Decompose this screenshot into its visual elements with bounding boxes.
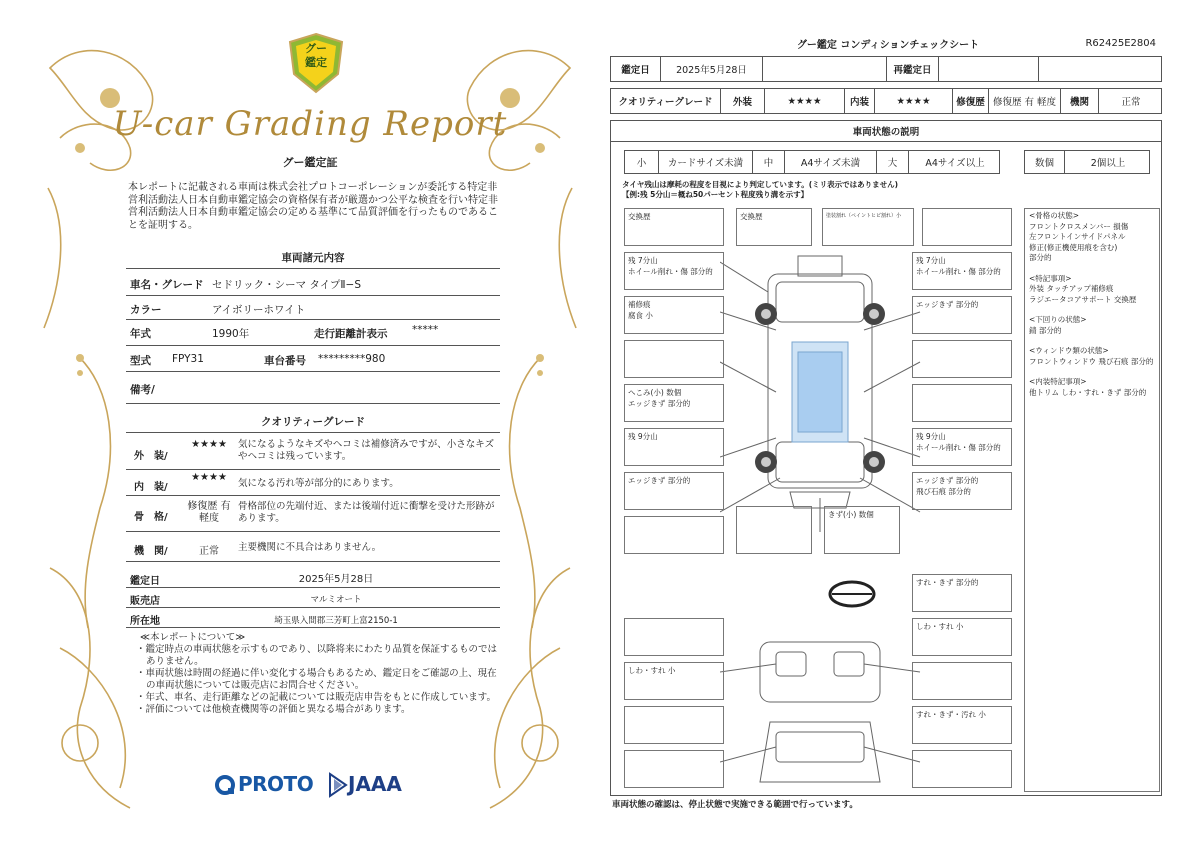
label-box-right-door-front [912, 340, 1012, 378]
size-medium-desc: A4サイズ未満 [785, 151, 877, 173]
spec-row-name [126, 268, 500, 296]
quality-grade-label: クオリティーグレード [611, 89, 721, 113]
quality-row-frame [126, 496, 500, 532]
jaaa-logo-icon [328, 772, 348, 798]
engine-label: 機関 [1061, 89, 1099, 113]
interior-label: 内 装/ [134, 482, 168, 493]
label-box-left-door-front [624, 340, 724, 378]
mileage-value: ***** [412, 324, 439, 336]
label-box-right-door-rear [912, 384, 1012, 422]
condition-title-special: <特記事項> [1029, 273, 1072, 283]
quality-row-exterior [126, 432, 500, 470]
label-box-right-quarter: エッジきず 部分的 飛び石痕 部分的 [912, 472, 1012, 510]
model-label: 型式 [130, 355, 151, 367]
spec-row-remarks [126, 372, 500, 404]
date-blank [763, 57, 887, 81]
spec-row-color [126, 296, 500, 320]
sheet-id: R62425E2804 [1085, 38, 1156, 49]
info-row-date [126, 568, 500, 588]
inspect-date-label: 鑑定日 [611, 57, 661, 81]
quality-row-engine [126, 532, 500, 562]
remarks-label: 備考/ [130, 384, 155, 396]
certificate-statement: 本レポートに記載される車両は株式会社プロトコーポレーションが委託する特定非営利活動法人日本自動車鑑定協会の資格保有者が厳選かつ公平な検査を行い特定非営利活動法人日本自動車鑑定協会の定める基準にて品質評価を行ったものであることを証明する。 [128, 182, 498, 231]
grading-certificate [40, 28, 580, 828]
color-value: アイボリーホワイト [212, 304, 306, 316]
proto-logo: PROTO [238, 772, 314, 796]
report-title: U-car Grading Report [112, 104, 508, 144]
jaaa-logo: JAAA [348, 772, 402, 796]
inspect-date-value: 2025年5月28日 [661, 57, 763, 81]
engine-label: 機 関/ [134, 546, 168, 557]
label-box-rear-left [624, 516, 724, 554]
info-row-address [126, 608, 500, 628]
ext-label: 外装 [721, 89, 765, 113]
condition-group-special [1029, 274, 1155, 306]
frame-grade: 修復歴 有 軽度 [187, 501, 231, 524]
badge-label: グー 鑑定 [305, 42, 327, 69]
reinspect-date-label: 再鑑定日 [887, 57, 939, 81]
label-box-tire-rr: 残 9分山 ホイール削れ・傷 部分的 [912, 428, 1012, 466]
condition-lines-window: フロントウィンドウ 飛び石痕 部分的 [1029, 356, 1154, 366]
chassis-label: 車台番号 [264, 355, 306, 367]
count-desc: 2個以上 [1090, 158, 1126, 169]
size-large-desc: A4サイズ以上 [925, 158, 985, 169]
condition-title-frame: <骨格の状態> [1029, 211, 1080, 220]
label-box-rear-right-interior [912, 750, 1012, 788]
exterior-grade: ★★★★ [191, 439, 227, 450]
exterior-label: 外 装/ [134, 451, 168, 462]
condition-group-interior [1029, 377, 1155, 398]
label-box-tire-rl: 残 9分山 [624, 428, 724, 466]
year-value: 1990年 [212, 328, 250, 340]
condition-list [1024, 208, 1160, 792]
condition-lines-frame: フロントクロスメンバー 損傷 左フロントインサイドパネル 修正(修正機使用痕を含む) 部分的 [1029, 221, 1129, 262]
label-box-trunk [736, 506, 812, 554]
tire-note: タイヤ残山は摩耗の程度を目視により判定しています。(ミリ表示ではありません) 【例:残 5分山＝概ね50パーセント程度残り溝を示す】 [622, 180, 899, 199]
shop-label: 販売店 [130, 596, 160, 607]
note-item: ・年式、車名、走行距離などの記載については販売店申告をもとに作成しています。 [136, 692, 497, 703]
label-box-tire-fr: 残 7分山 ホイール削れ・傷 部分的 [912, 252, 1012, 290]
sheet-footer-note: 車両状態の確認は、停止状態で実施できる範囲で行っています。 [612, 800, 858, 810]
date-value: 2025年5月28日 [298, 574, 374, 585]
label-box-front-seat-left: しわ・すれ 小 [624, 662, 724, 700]
report-notes [134, 632, 500, 716]
interior-grade: ★★★★ [191, 472, 227, 483]
count-legend [1024, 150, 1150, 174]
interior-desc: 気になる汚れ等が部分的にあります。 [238, 478, 399, 489]
label-box-rear-bumper: きず(小) 数個 [824, 506, 900, 554]
chassis-value: *********980 [318, 353, 386, 365]
mileage-label: 走行距離計表示 [314, 328, 388, 340]
condition-group-window [1029, 346, 1155, 367]
spec-section-title: 車両諸元内容 [281, 252, 345, 264]
label-box-rear-left-interior [624, 750, 724, 788]
label-box-steering: すれ・きず 部分的 [912, 574, 1012, 612]
date-row [610, 56, 1162, 82]
label-box-front-left: 交換歴 [624, 208, 724, 246]
condition-title: 車両状態の説明 [610, 120, 1162, 142]
reinspect-blank [1039, 57, 1163, 81]
label-box-console [912, 662, 1012, 700]
label-box-hood: 交換歴 [736, 208, 812, 246]
note-item: ・車両状態は時間の経過に伴い変化する場合もあるため、鑑定日をご確認の上、現在の車両状態については販売店にお問合せください。 [136, 668, 497, 691]
repair-value: 修復歴 有 軽度 [989, 89, 1061, 113]
engine-desc: 主要機関に不具合はありません。 [238, 542, 382, 553]
int-value: ★★★★ [875, 89, 953, 113]
condition-lines-underbody: 錆 部分的 [1029, 325, 1062, 335]
label-box-front-seat-right: しわ・すれ 小 [912, 618, 1012, 656]
size-medium: 中 [753, 151, 785, 173]
ext-value: ★★★★ [765, 89, 845, 113]
int-label: 内装 [845, 89, 875, 113]
size-large: 大 [877, 151, 909, 173]
condition-title-interior: <内装特記事項> [1029, 377, 1087, 386]
label-box-front-right [922, 208, 1012, 246]
sheet-title: グー鑑定 コンディションチェックシート [796, 40, 980, 51]
label-box-right-fender: エッジきず 部分的 [912, 296, 1012, 334]
quality-row-interior [126, 470, 500, 496]
frame-label: 骨 格/ [134, 512, 168, 523]
shop-value: マルミオート [310, 595, 362, 605]
proto-logo-icon [214, 774, 236, 796]
frame-desc: 骨格部位の先端付近、または後端付近に衝撃を受けた形跡があります。 [238, 501, 495, 524]
date-label: 鑑定日 [130, 576, 160, 587]
repair-label: 修復歴 [953, 89, 989, 113]
exterior-desc: 気になるようなキズやヘコミは補修済みですが、小さなキズやヘコミは残っています。 [238, 439, 495, 462]
label-box-dash [624, 618, 724, 656]
label-box-rear-seat-right: すれ・きず・汚れ 小 [912, 706, 1012, 744]
size-small-desc: カードサイズ未満 [659, 151, 753, 173]
condition-check-sheet [610, 30, 1166, 820]
address-value: 埼玉県入間郡三芳町上富2150-1 [274, 616, 398, 626]
condition-group-frame [1029, 211, 1155, 264]
note-item: ・評価については他検査機関等の評価と異なる場合があります。 [136, 704, 411, 715]
condition-lines-interior: 他トリム しわ・すれ・きず 部分的 [1029, 387, 1147, 397]
certificate-title: グー鑑定証 [282, 156, 338, 169]
address-label: 所在地 [130, 616, 160, 627]
condition-lines-special: 外装 タッチアップ補修痕 ラジエータコアサポート 交換歴 [1029, 284, 1137, 304]
quality-section-title: クオリティーグレード [261, 416, 365, 428]
label-box-paint: 塗装割れ（ペイントヒビ割れ）小 [822, 208, 914, 246]
year-label: 年式 [130, 328, 151, 340]
spec-row-year [126, 320, 500, 346]
name-label: 車名・グレード [130, 279, 204, 291]
reinspect-date-value [939, 57, 1039, 81]
condition-title-window: <ウィンドウ類の状態> [1029, 346, 1109, 355]
count-label: 数個 [1025, 151, 1065, 173]
note-item: ・鑑定時点の車両状態を示すものであり、以降将来にわたり品質を保証するものではありません。 [136, 644, 498, 667]
engine-grade: 正常 [199, 546, 219, 557]
label-box-left-fender: 補修痕 腐食 小 [624, 296, 724, 334]
model-value: FPY31 [172, 353, 204, 365]
condition-title-underbody: <下回りの状態> [1029, 315, 1087, 324]
color-label: カラー [130, 304, 162, 316]
notes-title: ≪本レポートについて≫ [140, 632, 246, 643]
engine-value: 正常 [1121, 97, 1141, 108]
label-box-left-door-rear: へこみ(小) 数個 エッジきず 部分的 [624, 384, 724, 422]
quality-row [610, 88, 1162, 114]
label-box-left-quarter: エッジきず 部分的 [624, 472, 724, 510]
spec-row-model [126, 346, 500, 372]
condition-group-underbody [1029, 315, 1155, 336]
size-small: 小 [625, 151, 659, 173]
footer-logos [216, 770, 416, 798]
info-row-shop [126, 588, 500, 608]
size-legend [624, 150, 1000, 174]
label-box-rear-seat-left [624, 706, 724, 744]
name-value: セドリック・シーマ タイプⅡ−S [212, 279, 362, 291]
label-box-tire-fl: 残 7分山 ホイール削れ・傷 部分的 [624, 252, 724, 290]
